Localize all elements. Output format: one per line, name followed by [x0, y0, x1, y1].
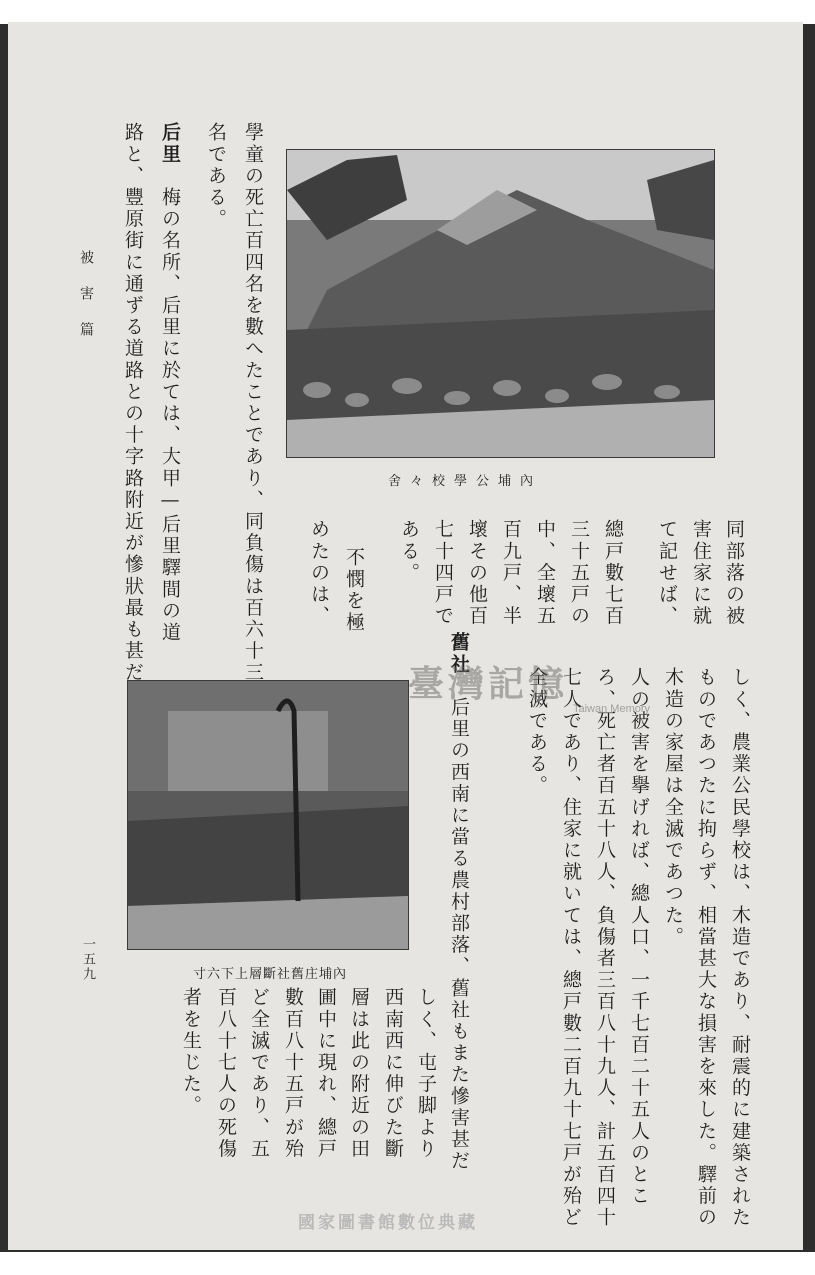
text-column: て記せば、 [656, 519, 678, 627]
subsection-heading-houri: 后里 [159, 122, 181, 166]
text-column: 百九戸、半 [500, 519, 522, 627]
page-number: 一五九 [80, 937, 95, 982]
text-column: 害住家に就 [690, 519, 712, 627]
library-watermark: 國家圖書館數位典藏 [298, 1213, 478, 1233]
text-column: 七人であり、住家に就いては、總戸數二百九十七戸が殆ど [560, 667, 582, 1229]
school-ruins-photo [286, 149, 715, 458]
text-column: 全滅である。 [526, 667, 548, 797]
subsection-column [446, 632, 472, 1172]
text-column: 中、全壞五 [534, 519, 556, 627]
running-header: 被害篇 [78, 250, 94, 358]
taiwan-memory-subtext: Taiwan Memory [573, 703, 651, 715]
collapsed-building-image [287, 150, 714, 457]
text-column: 百八十七人の死傷 [215, 987, 237, 1160]
subsection-heading-kyusha: 舊社 [448, 632, 470, 676]
text-column: 圃中に現れ、總戸 [315, 987, 337, 1160]
text-column: ものであつたに拘らず、相當甚大な損害を來した。驛前の [695, 667, 717, 1229]
text-column: しく、農業公民學校は、木造であり、耐震的に建築された [729, 667, 751, 1229]
fault-photo [127, 680, 409, 950]
subsection-text: 梅の名所、后里に於ては、大甲—后里驛間の道 [159, 186, 181, 644]
text-column: 同部落の被 [723, 519, 745, 627]
text-column: 總戸數七百 [602, 519, 624, 627]
text-column: 者を生じた。 [180, 987, 202, 1117]
scan-bottom-edge [0, 1252, 815, 1275]
text-column: 名である。 [205, 122, 227, 230]
subsection-column [157, 122, 183, 643]
subsection-text: 后里の西南に當る農村部落、舊社もまた慘害甚だ [448, 696, 470, 1173]
text-column: ろ、死亡者百五十八人、負傷者三百八十九人、計五百四十 [594, 667, 616, 1229]
scan-top-edge [0, 0, 815, 24]
text-column: ある。 [398, 519, 420, 584]
top-photo-caption: 內埔公學校々舍 [388, 474, 543, 489]
text-column: しく、屯子脚より [415, 987, 437, 1160]
text-column: 學童の死亡百四名を數へたことであり、同負傷は百六十三 [242, 122, 264, 684]
text-column: 路と、豐原街に通ずる道路との十字路附近が慘狀最も甚だ [122, 122, 144, 684]
book-page [8, 22, 803, 1250]
text-column: 三十五戸の [568, 519, 590, 627]
text-column: 木造の家屋は全滅であつた。 [662, 667, 684, 948]
text-column: 層は此の附近の田 [348, 987, 370, 1160]
text-column: 西南西に伸びた斷 [382, 987, 404, 1160]
fault-scarp-image [128, 681, 408, 949]
bottom-photo-caption: 內埔庄舊社斷層上下六寸 [193, 967, 348, 982]
text-column: 壞その他百 [466, 519, 488, 627]
text-column: めたのは、 [308, 519, 330, 627]
text-column: 七十四戸で [432, 519, 454, 627]
text-column: 人の被害を擧げれば、總人口、一千七百二十五人のとこ [628, 667, 650, 1207]
text-column: 不憫を極 [343, 547, 365, 634]
text-column: 數百八十五戸が殆 [282, 987, 304, 1160]
text-column: ど全滅であり、五 [248, 987, 270, 1160]
taiwan-memory-watermark: 臺灣記憶 [408, 663, 569, 705]
